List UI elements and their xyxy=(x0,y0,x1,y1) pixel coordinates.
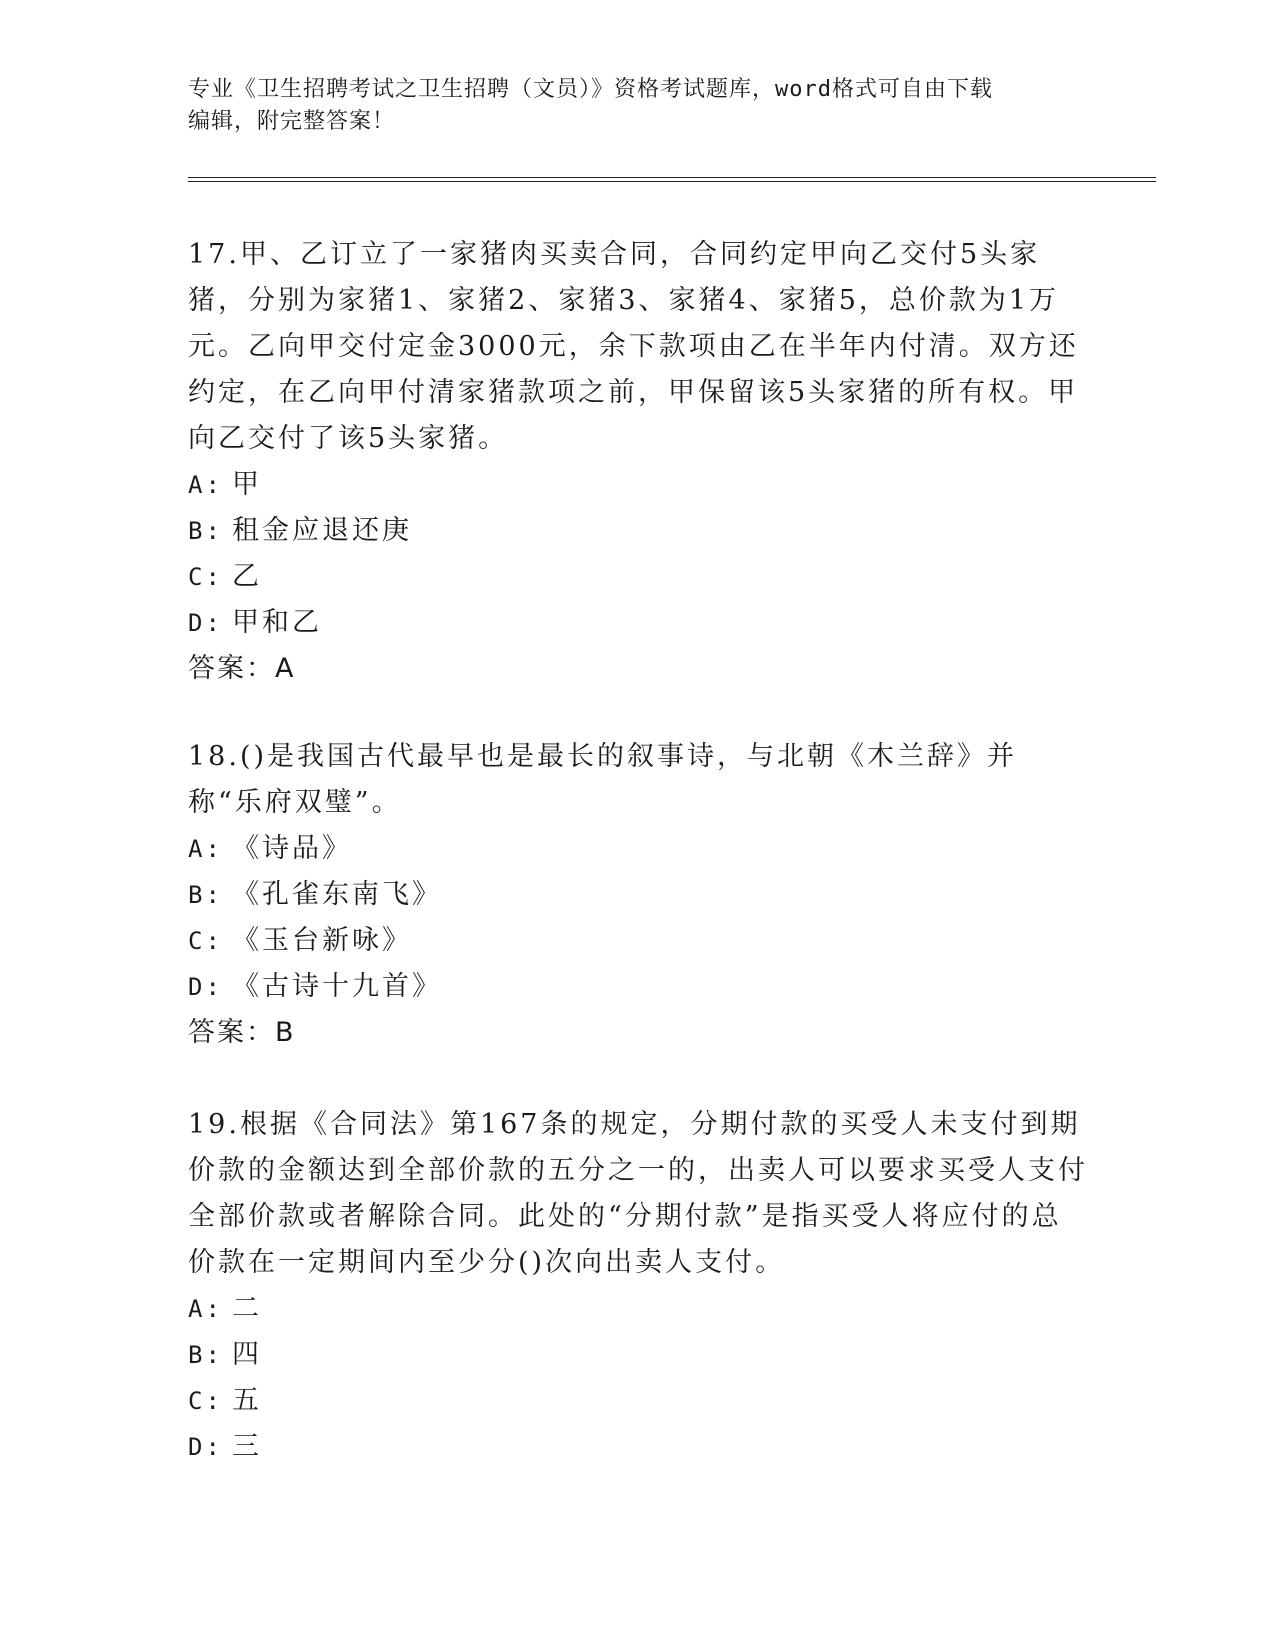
document-header xyxy=(188,74,1088,138)
question-19 xyxy=(188,1102,1088,1470)
option-key: D: xyxy=(188,973,223,1001)
question-stem: 18.()是我国古代最早也是最长的叙事诗，与北朝《木兰辞》并称“乐府双璧”。 xyxy=(188,741,1018,818)
question-stem: 17.甲、乙订立了一家猪肉买卖合同，合同约定甲向乙交付5头家猪，分别为家猪1、家猪2、家猪3、家猪4、家猪5，总价款为1万元。乙向甲交付定金3000元，余下款项由乙在半年内付清。双方还约定，在乙向甲付清家猪款项之前，甲保留该5头家猪的所有权。甲向乙交付了该5头家猪。 xyxy=(188,239,1079,454)
option-c xyxy=(188,1378,1088,1424)
option-text: 四 xyxy=(232,1339,262,1370)
option-c xyxy=(188,554,1088,600)
option-key: B: xyxy=(188,1341,223,1369)
question-stem: 19.根据《合同法》第167条的规定，分期付款的买受人未支付到期价款的金额达到全部价款的五分之一的，出卖人可以要求买受人支付全部价款或者解除合同。此处的“分期付款”是指买受人将应付的总价款在一定期间内至少分()次向出卖人支付。 xyxy=(188,1109,1088,1278)
option-a xyxy=(188,826,1088,872)
option-text: 《孔雀东南飞》 xyxy=(232,879,442,910)
header-line-1: 专业《卫生招聘考试之卫生招聘（文员）》资格考试题库，word格式可自由下载 xyxy=(188,77,993,102)
option-key: D: xyxy=(188,1433,223,1461)
option-b xyxy=(188,508,1088,554)
option-key: C: xyxy=(188,1387,223,1415)
option-key: A: xyxy=(188,471,223,499)
option-key: A: xyxy=(188,835,223,863)
header-line-2: 编辑，附完整答案！ xyxy=(188,109,396,134)
option-text: 三 xyxy=(232,1431,262,1462)
option-key: B: xyxy=(188,517,223,545)
option-key: B: xyxy=(188,881,223,909)
question-18 xyxy=(188,734,1088,1056)
option-d xyxy=(188,1424,1088,1470)
header-divider-top xyxy=(188,177,1156,178)
option-text: 乙 xyxy=(232,561,262,592)
option-key: C: xyxy=(188,563,223,591)
header-divider-bottom xyxy=(188,181,1156,182)
option-key: A: xyxy=(188,1295,223,1323)
option-text: 租金应退还庚 xyxy=(232,515,412,546)
option-d xyxy=(188,964,1088,1010)
option-a xyxy=(188,462,1088,508)
option-d xyxy=(188,600,1088,646)
option-c xyxy=(188,918,1088,964)
option-text: 五 xyxy=(232,1385,262,1416)
answer: 答案：A xyxy=(188,653,296,684)
option-text: 《古诗十九首》 xyxy=(232,971,442,1002)
option-a xyxy=(188,1286,1088,1332)
option-key: C: xyxy=(188,927,223,955)
option-key: D: xyxy=(188,609,223,637)
question-17 xyxy=(188,232,1088,692)
answer: 答案：B xyxy=(188,1017,296,1048)
option-text: 甲 xyxy=(232,469,262,500)
option-text: 《玉台新咏》 xyxy=(232,925,412,956)
option-text: 二 xyxy=(232,1293,262,1324)
option-b xyxy=(188,872,1088,918)
option-text: 《诗品》 xyxy=(232,833,352,864)
option-b xyxy=(188,1332,1088,1378)
option-text: 甲和乙 xyxy=(232,607,322,638)
